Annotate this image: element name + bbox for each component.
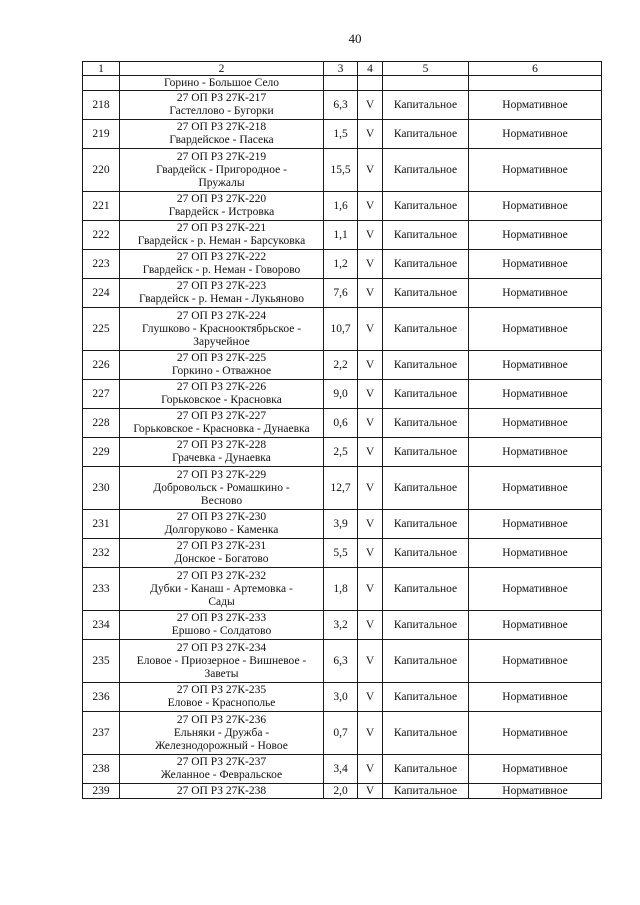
table-row [83, 409, 602, 438]
state-cell: Нормативное [469, 683, 602, 712]
table-row [83, 192, 602, 221]
row-number-cell: 228 [83, 409, 120, 438]
length-cell: 1,6 [324, 192, 358, 221]
state-cell: Нормативное [469, 91, 602, 120]
category-cell: V [358, 568, 383, 611]
category-cell: V [358, 409, 383, 438]
state-cell: Нормативное [469, 611, 602, 640]
table-row [83, 611, 602, 640]
length-cell: 10,7 [324, 308, 358, 351]
state-cell: Нормативное [469, 539, 602, 568]
table-row [83, 640, 602, 683]
table-row [83, 438, 602, 467]
length-cell: 12,7 [324, 467, 358, 510]
road-name-cell [120, 351, 324, 380]
length-cell: 0,7 [324, 712, 358, 755]
state-cell: Нормативное [469, 510, 602, 539]
repair-type-cell: Капитальное [383, 192, 469, 221]
row-number-cell: 234 [83, 611, 120, 640]
table-header-row [83, 62, 602, 76]
road-name-line: Ершово - Солдатово [171, 625, 272, 637]
road-name-cell [120, 120, 324, 149]
state-cell: Нормативное [469, 120, 602, 149]
road-name-cell [120, 510, 324, 539]
column-header-6: 6 [469, 62, 602, 76]
table-row [83, 568, 602, 611]
road-name-line: 27 ОП РЗ 27К-234 [176, 641, 267, 654]
repair-type-cell: Капитальное [383, 120, 469, 149]
road-name-cell [120, 91, 324, 120]
road-name-line: 27 ОП РЗ 27К-220 [176, 193, 267, 205]
road-name-cell [120, 380, 324, 409]
length-cell: 3,4 [324, 755, 358, 784]
repair-type-cell: Капитальное [383, 712, 469, 755]
length-cell: 9,0 [324, 380, 358, 409]
length-cell: 3,9 [324, 510, 358, 539]
road-name-cell [120, 467, 324, 510]
category-cell: V [358, 149, 383, 192]
category-cell: V [358, 611, 383, 640]
category-cell: V [358, 510, 383, 539]
row-number-cell: 219 [83, 120, 120, 149]
length-cell: 6,3 [324, 91, 358, 120]
table-row [83, 539, 602, 568]
repair-type-cell: Капитальное [383, 438, 469, 467]
category-cell: V [358, 221, 383, 250]
road-name-line: Горкино - Отважное [171, 365, 272, 377]
column-header-2: 2 [120, 62, 324, 76]
road-name-cell [120, 640, 324, 683]
repair-type-cell: Капитальное [383, 409, 469, 438]
state-cell: Нормативное [469, 409, 602, 438]
road-name-line: 27 ОП РЗ 27К-236 [176, 713, 267, 726]
row-number-cell: 239 [83, 784, 120, 799]
repair-type-cell: Капитальное [383, 539, 469, 568]
road-name-cell [120, 683, 324, 712]
repair-type-cell: Капитальное [383, 279, 469, 308]
state-cell: Нормативное [469, 250, 602, 279]
road-name-line: 27 ОП РЗ 27К-225 [176, 352, 267, 364]
road-name-cell [120, 76, 324, 91]
road-name-line: Гвардейск - Пригородное - [156, 163, 287, 176]
category-cell: V [358, 438, 383, 467]
road-name-line: Донское - Богатово [174, 553, 269, 565]
road-name-line: Еловое - Краснополье [167, 697, 276, 709]
row-number-cell [83, 76, 120, 91]
column-header-5: 5 [383, 62, 469, 76]
state-cell: Нормативное [469, 712, 602, 755]
state-cell: Нормативное [469, 149, 602, 192]
road-name-line: 27 ОП РЗ 27К-229 [176, 468, 267, 481]
road-name-line: 27 ОП РЗ 27К-224 [176, 309, 267, 322]
repair-type-cell: Капитальное [383, 380, 469, 409]
category-cell: V [358, 351, 383, 380]
road-name-cell [120, 221, 324, 250]
row-number-cell: 221 [83, 192, 120, 221]
table-row [83, 683, 602, 712]
row-number-cell: 237 [83, 712, 120, 755]
repair-type-cell [383, 76, 469, 91]
table-row [83, 380, 602, 409]
roads-table [82, 61, 602, 799]
category-cell [358, 76, 383, 91]
category-cell: V [358, 467, 383, 510]
length-cell: 3,0 [324, 683, 358, 712]
road-name-line: Гвардейск - р. Неман - Говорово [142, 264, 301, 276]
length-cell: 2,2 [324, 351, 358, 380]
row-number-cell: 238 [83, 755, 120, 784]
road-name-line: Гвардейск - р. Неман - Барсуковка [137, 235, 306, 247]
row-number-cell: 230 [83, 467, 120, 510]
road-name-line: 27 ОП РЗ 27К-235 [176, 684, 267, 696]
table-row [83, 91, 602, 120]
road-name-line: 27 ОП РЗ 27К-238 [176, 784, 267, 797]
category-cell: V [358, 683, 383, 712]
road-name-line: 27 ОП РЗ 27К-217 [176, 92, 267, 104]
road-name-cell [120, 568, 324, 611]
row-number-cell: 231 [83, 510, 120, 539]
length-cell: 5,5 [324, 539, 358, 568]
category-cell: V [358, 539, 383, 568]
road-name-cell [120, 755, 324, 784]
road-name-line: 27 ОП РЗ 27К-230 [176, 511, 267, 523]
repair-type-cell: Капитальное [383, 510, 469, 539]
road-name-line: 27 ОП РЗ 27К-223 [176, 280, 267, 292]
row-number-cell: 229 [83, 438, 120, 467]
category-cell: V [358, 712, 383, 755]
road-name-line: 27 ОП РЗ 27К-233 [176, 612, 267, 624]
state-cell: Нормативное [469, 380, 602, 409]
table-row [83, 784, 602, 799]
length-cell: 2,0 [324, 784, 358, 799]
state-cell: Нормативное [469, 568, 602, 611]
road-name-cell [120, 149, 324, 192]
table-row [83, 712, 602, 755]
state-cell: Нормативное [469, 784, 602, 799]
length-cell: 1,8 [324, 568, 358, 611]
category-cell: V [358, 308, 383, 351]
table-row [83, 250, 602, 279]
repair-type-cell: Капитальное [383, 683, 469, 712]
category-cell: V [358, 755, 383, 784]
road-name-line: Гвардейское - Пасека [169, 134, 274, 146]
table-row-continuation [83, 76, 602, 91]
table-row [83, 467, 602, 510]
road-name-line: Гвардейск - р. Неман - Лукьяново [139, 293, 304, 305]
road-name-line: Горино - Большое Село [163, 76, 280, 89]
road-name-cell [120, 279, 324, 308]
road-name-line: Железнодорожный - Новое [155, 739, 288, 752]
state-cell: Нормативное [469, 221, 602, 250]
road-name-line: 27 ОП РЗ 27К-219 [176, 150, 267, 163]
table-row [83, 221, 602, 250]
state-cell: Нормативное [469, 467, 602, 510]
road-name-cell [120, 611, 324, 640]
length-cell: 3,2 [324, 611, 358, 640]
repair-type-cell: Капитальное [383, 467, 469, 510]
road-name-line: 27 ОП РЗ 27К-232 [176, 569, 267, 582]
row-number-cell: 218 [83, 91, 120, 120]
road-name-line: 27 ОП РЗ 27К-228 [176, 439, 267, 451]
road-name-line: Весново [200, 494, 243, 507]
category-cell: V [358, 784, 383, 799]
column-header-3: 3 [324, 62, 358, 76]
column-header-1: 1 [83, 62, 120, 76]
road-name-line: Долгоруково - Каменка [164, 524, 279, 536]
state-cell: Нормативное [469, 438, 602, 467]
category-cell: V [358, 640, 383, 683]
state-cell [469, 76, 602, 91]
row-number-cell: 227 [83, 380, 120, 409]
road-name-line: Гастеллово - Бугорки [169, 105, 274, 117]
road-name-line: Заручейное [193, 335, 250, 348]
table-row [83, 351, 602, 380]
road-name-cell [120, 539, 324, 568]
category-cell: V [358, 380, 383, 409]
repair-type-cell: Капитальное [383, 568, 469, 611]
category-cell: V [358, 192, 383, 221]
repair-type-cell: Капитальное [383, 250, 469, 279]
road-name-cell [120, 192, 324, 221]
category-cell: V [358, 279, 383, 308]
table-row [83, 149, 602, 192]
road-name-cell [120, 438, 324, 467]
length-cell: 2,5 [324, 438, 358, 467]
table-row [83, 120, 602, 149]
road-name-line: Горьковское - Красновка - Дунаевка [133, 423, 310, 435]
length-cell: 0,6 [324, 409, 358, 438]
road-name-line: Гвардейск - Истровка [168, 206, 275, 218]
road-name-cell [120, 784, 324, 799]
road-name-line: 27 ОП РЗ 27К-227 [176, 410, 267, 422]
road-name-line: Еловое - Приозерное - Вишневое - [136, 654, 307, 667]
road-name-line: 27 ОП РЗ 27К-222 [176, 251, 267, 263]
row-number-cell: 223 [83, 250, 120, 279]
road-name-line: 27 ОП РЗ 27К-218 [176, 121, 267, 133]
road-name-line: Дубки - Канаш - Артемовка - [150, 582, 293, 595]
state-cell: Нормативное [469, 755, 602, 784]
road-name-line: 27 ОП РЗ 27К-231 [176, 540, 267, 552]
length-cell: 1,1 [324, 221, 358, 250]
length-cell [324, 76, 358, 91]
length-cell: 15,5 [324, 149, 358, 192]
length-cell: 1,2 [324, 250, 358, 279]
repair-type-cell: Капитальное [383, 351, 469, 380]
repair-type-cell: Капитальное [383, 149, 469, 192]
column-header-4: 4 [358, 62, 383, 76]
state-cell: Нормативное [469, 192, 602, 221]
road-name-line: Заветы [204, 667, 239, 680]
road-name-line: Глушково - Краснооктябрьское - [141, 322, 302, 335]
state-cell: Нормативное [469, 279, 602, 308]
road-name-line: Желанное - Февральское [160, 769, 283, 781]
row-number-cell: 235 [83, 640, 120, 683]
state-cell: Нормативное [469, 640, 602, 683]
repair-type-cell: Капитальное [383, 640, 469, 683]
state-cell: Нормативное [469, 351, 602, 380]
row-number-cell: 220 [83, 149, 120, 192]
table-row [83, 308, 602, 351]
state-cell: Нормативное [469, 308, 602, 351]
repair-type-cell: Капитальное [383, 611, 469, 640]
repair-type-cell: Капитальное [383, 221, 469, 250]
road-name-line: Пружалы [198, 176, 245, 189]
length-cell: 6,3 [324, 640, 358, 683]
category-cell: V [358, 250, 383, 279]
row-number-cell: 225 [83, 308, 120, 351]
repair-type-cell: Капитальное [383, 308, 469, 351]
row-number-cell: 236 [83, 683, 120, 712]
repair-type-cell: Капитальное [383, 755, 469, 784]
category-cell: V [358, 91, 383, 120]
row-number-cell: 233 [83, 568, 120, 611]
length-cell: 7,6 [324, 279, 358, 308]
road-name-line: 27 ОП РЗ 27К-237 [176, 756, 267, 768]
road-name-line: Сады [208, 595, 235, 608]
road-name-line: 27 ОП РЗ 27К-226 [176, 381, 267, 393]
road-name-line: 27 ОП РЗ 27К-221 [176, 222, 267, 234]
row-number-cell: 224 [83, 279, 120, 308]
row-number-cell: 226 [83, 351, 120, 380]
table-row [83, 510, 602, 539]
road-name-line: Добровольск - Ромашкино - [153, 481, 290, 494]
row-number-cell: 222 [83, 221, 120, 250]
road-name-cell [120, 712, 324, 755]
road-name-cell [120, 308, 324, 351]
table-row [83, 279, 602, 308]
road-name-cell [120, 250, 324, 279]
page-number: 40 [348, 31, 362, 46]
road-name-line: Грачевка - Дунаевка [172, 452, 271, 464]
category-cell: V [358, 120, 383, 149]
table-row [83, 755, 602, 784]
road-name-cell [120, 409, 324, 438]
repair-type-cell: Капитальное [383, 91, 469, 120]
repair-type-cell: Капитальное [383, 784, 469, 799]
row-number-cell: 232 [83, 539, 120, 568]
road-name-line: Горьковское - Красновка [161, 394, 282, 406]
length-cell: 1,5 [324, 120, 358, 149]
road-name-line: Ельняки - Дружба - [173, 726, 270, 739]
roads-table-body [83, 62, 602, 799]
